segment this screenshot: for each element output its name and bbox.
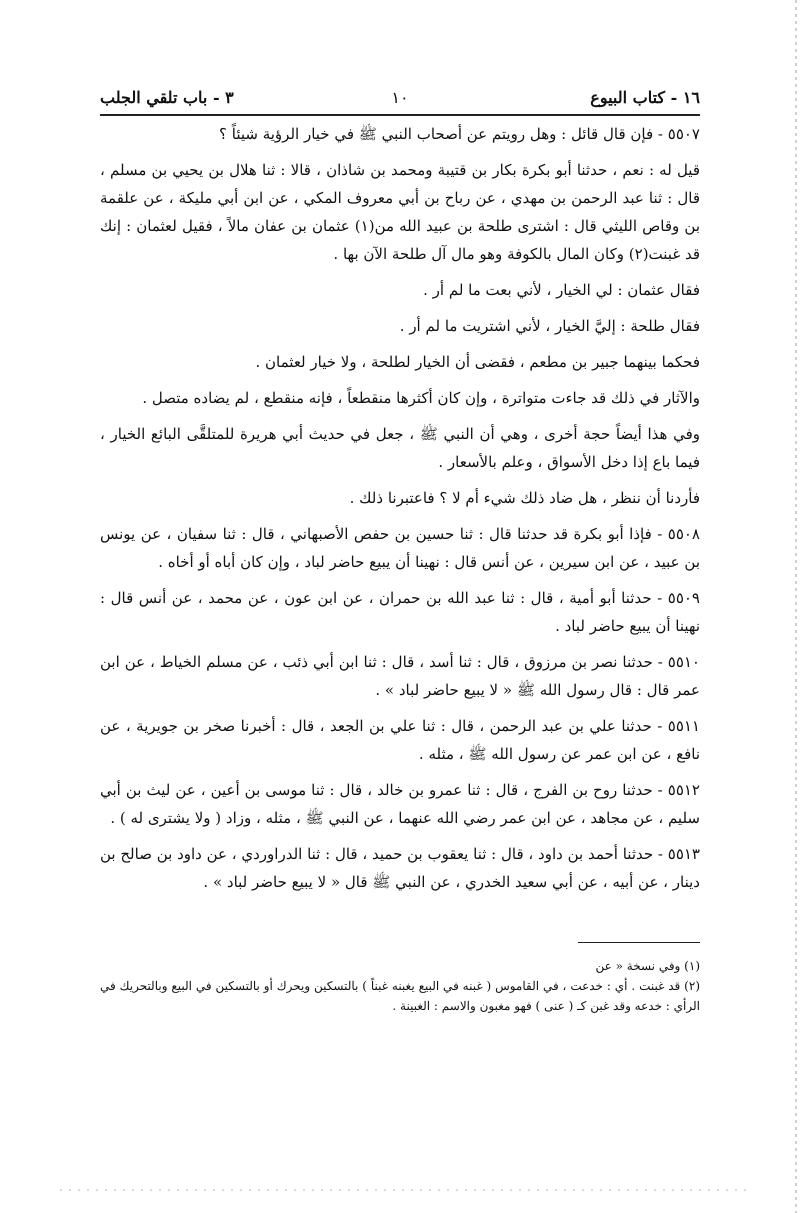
footnote-2: (٢) قد غبنت . أي : خدعت ، في القاموس ( غبنه في البيع يغبنه غبناً ) بالتسكين ويحرك أو بالتسكين في البيع وبالتحريك في الرأي : خدعه وقد غبن كـ ( عنى ) فهو مغبون والاسم : الغبينة . — [100, 979, 700, 1013]
header-rule — [100, 114, 700, 116]
header-page-number: ١٠ — [391, 88, 409, 107]
main-text — [100, 120, 700, 896]
header-book-title: ١٦ - كتاب البيوع — [590, 88, 700, 107]
running-header — [100, 88, 700, 112]
paragraph-uthman: فقال عثمان : لي الخيار ، لأني بعت ما لم أر . — [423, 281, 700, 299]
hadith-5507: ٥٥٠٧ - فإن قال قائل : وهل رويتم عن أصحاب النبي ﷺ في خيار الرؤية شيئاً ؟ — [219, 125, 700, 143]
hadith-5513: ٥٥١٣ - حدثنا أحمد بن داود ، قال : ثنا يعقوب بن حميد ، قال : ثنا الدراوردي ، عن داود بن صالح بن دينار ، عن أبيه ، عن أبي سعيد الخدري ، عن النبي ﷺ قال « لا يبيع حاضر لباد » . — [100, 845, 700, 891]
footnote-1: (١) وفي نسخة « عن — [595, 959, 700, 973]
footnotes — [100, 956, 700, 1016]
paragraph-judgment: فحكما بينهما جبير بن مطعم ، فقضى أن الخيار لطلحة ، ولا خيار لعثمان . — [255, 353, 700, 371]
paragraph-examine: فأردنا أن ننظر ، هل ضاد ذلك شيء أم لا ؟ فاعتبرنا ذلك . — [349, 489, 700, 507]
footnote-rule — [578, 942, 700, 943]
scan-edge — [795, 0, 797, 1213]
scan-specks — [60, 1189, 750, 1191]
hadith-5512: ٥٥١٢ - حدثنا روح بن الفرج ، قال : ثنا عمرو بن خالد ، قال : ثنا موسى بن أعين ، عن ليث بن أبي سليم ، عن مجاهد ، عن ابن عمر رضي الله عنهما ، عن النبي ﷺ ، مثله ، وزاد ( ولا يشترى له ) . — [100, 781, 700, 827]
paragraph-talha: فقال طلحة : إليَّ الخيار ، لأني اشتريت ما لم أر . — [399, 317, 700, 335]
hadith-5511: ٥٥١١ - حدثنا علي بن عبد الرحمن ، قال : ثنا علي بن الجعد ، قال : أخبرنا صخر بن جويرية ، عن نافع ، عن ابن عمر عن رسول الله ﷺ ، مثله . — [100, 717, 700, 763]
hadith-5509: ٥٥٠٩ - حدثنا أبو أمية ، قال : ثنا عبد الله بن حمران ، عن ابن عون ، عن محمد ، عن أنس قال : نهينا أن يبيع حاضر لباد . — [100, 589, 700, 635]
hadith-5508: ٥٥٠٨ - فإذا أبو بكرة قد حدثنا قال : ثنا حسين بن حفص الأصبهاني ، قال : ثنا سفيان ، عن يونس بن عبيد ، عن ابن سيرين ، عن أنس قال : نهينا أن يبيع حاضر لباد ، وإن كان أباه أو أخاه . — [100, 525, 700, 571]
header-chapter-title: ٣ - باب تلقي الجلب — [100, 88, 234, 107]
paragraph-proof: وفي هذا أيضاً حجة أخرى ، وهي أن النبي ﷺ ، جعل في حديث أبي هريرة للمتلقَّى البائع الخيار ، فيما باع إذا دخل الأسواق ، وعلم بالأسعار . — [100, 425, 700, 471]
paragraph-reply: قيل له : نعم ، حدثنا أبو بكرة بكار بن قتيبة ومحمد بن شاذان ، قالا : ثنا هلال بن يحيي بن مسلم ، قال : ثنا عبد الرحمن بن مهدي ، عن رباح بن أبي معروف المكي ، عن ابن أبي مليكة ، عن علقمة بن وقاص الليثي قال : اشترى طلحة بن عبيد الله من(١) عثمان بن عفان مالاً ، فقيل لعثمان : إنك قد غبنت(٢) وكان المال بالكوفة وهو مال آل طلحة الآن بها . — [100, 161, 700, 263]
paragraph-athar: والآثار في ذلك قد جاءت متواترة ، وإن كان أكثرها منقطعاً ، فإنه منقطع ، لم يضاده متصل . — [142, 389, 700, 407]
hadith-5510: ٥٥١٠ - حدثنا نصر بن مرزوق ، قال : ثنا أسد ، قال : ثنا ابن أبي ذئب ، عن مسلم الخياط ، عن ابن عمر قال : قال رسول الله ﷺ « لا يبيع حاضر لباد » . — [100, 653, 700, 699]
